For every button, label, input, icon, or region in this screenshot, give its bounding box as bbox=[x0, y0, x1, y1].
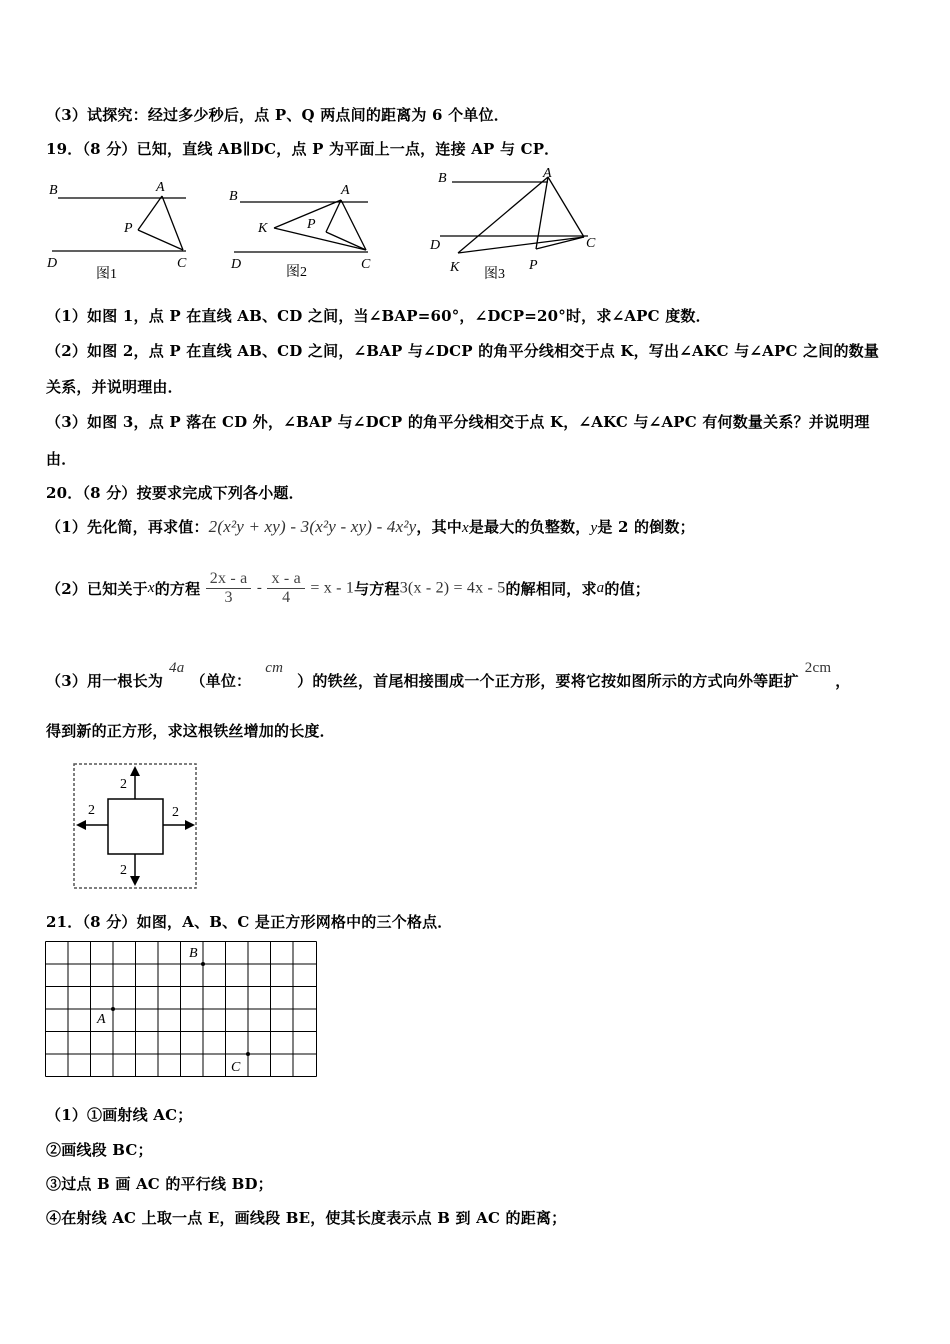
q21-grid bbox=[44, 940, 320, 1080]
q20-p3-distance: 2cm bbox=[804, 660, 832, 676]
q20-part3-line1 bbox=[46, 660, 851, 691]
grid-point-B bbox=[201, 962, 205, 966]
q20-p2-mid2: 与方程 bbox=[354, 580, 400, 598]
square-label-bottom: 2 bbox=[120, 863, 127, 878]
q20-p3-prefix: （3）用一根长为 bbox=[46, 672, 164, 690]
q21-step2: ②画线段 BC； bbox=[46, 1141, 153, 1159]
grid-point-C bbox=[246, 1052, 250, 1056]
fig1-label-C: C bbox=[177, 256, 187, 271]
q20-p2-equation-2: 3(x - 2) = 4x - 5 bbox=[399, 579, 506, 597]
q19-figure-3 bbox=[426, 165, 616, 285]
fig2-label-D: D bbox=[231, 257, 242, 272]
fig1-label-B: B bbox=[49, 183, 58, 198]
q20-p2-suffix: 的值； bbox=[604, 580, 650, 598]
q20-p2-prefix: （2）已知关于 bbox=[46, 580, 148, 598]
q19-part3-line1: （3）如图 3，点 P 落在 CD 外，∠BAP 与∠DCP 的角平分线相交于点 K，∠AKC 与∠APC 有何数量关系？并说明理 bbox=[46, 413, 870, 431]
q20-p2-var-x: x bbox=[147, 580, 155, 596]
q20-part1 bbox=[46, 516, 695, 537]
q20-p2-mid3: 的解相同，求 bbox=[505, 580, 597, 598]
q21-header: 21．（8 分）如图，A、B、C 是正方形网格中的三个格点． bbox=[46, 913, 453, 931]
fig1-label-A: A bbox=[156, 180, 165, 195]
fig3-label-P: P bbox=[529, 258, 538, 273]
q19-figure-2 bbox=[226, 172, 386, 282]
fig2-label-B: B bbox=[229, 189, 238, 204]
q20-p2-rhs: = x - 1 bbox=[310, 579, 355, 597]
fig3-caption: 图3 bbox=[484, 267, 505, 282]
fig3-label-K: K bbox=[450, 260, 460, 275]
q20-p2-mid: 的方程 bbox=[154, 580, 201, 598]
q21-step1: （1）①画射线 AC； bbox=[46, 1106, 193, 1124]
q20-p1-prefix: （1）先化简，再求值： bbox=[46, 518, 209, 536]
square-label-top: 2 bbox=[120, 777, 127, 792]
fig3-label-A: A bbox=[543, 166, 552, 181]
grid-point-A bbox=[111, 1007, 115, 1011]
fig2-label-C: C bbox=[361, 257, 371, 272]
q20-p3-unit-post: ）的铁丝，首尾相接围成一个正方形，要将它按如图所示的方式向外等距扩 bbox=[297, 672, 799, 690]
q21-step4: ④在射线 AC 上取一点 E，画线段 BE，使其长度表示点 B 到 AC 的距离； bbox=[46, 1209, 567, 1227]
q20-header: 20．（8 分）按要求完成下列各小题． bbox=[46, 484, 304, 502]
fig1-label-D: D bbox=[47, 256, 58, 271]
q20-p1-expression: 2(x²y + xy) - 3(x²y - xy) - 4x²y bbox=[208, 517, 417, 536]
q21-step3: ③过点 B 画 AC 的平行线 BD； bbox=[46, 1175, 273, 1193]
q20-p2-var-a: a bbox=[596, 580, 605, 596]
grid-label-B: B bbox=[189, 946, 198, 961]
q20-part2 bbox=[46, 570, 650, 607]
square-label-left: 2 bbox=[88, 803, 95, 818]
q20-p1-mid1: ，其中 bbox=[416, 518, 462, 536]
fig2-caption: 图2 bbox=[286, 265, 307, 280]
q19-part1: （1）如图 1，点 P 在直线 AB、CD 之间，当∠BAP=60°，∠DCP=20°时，求∠APC 度数． bbox=[46, 307, 711, 325]
q20-p1-var-x: x bbox=[462, 520, 469, 536]
q20-p3-unit-pre: （单位： bbox=[190, 672, 252, 690]
square-label-right: 2 bbox=[172, 805, 179, 820]
q20-p3-comma: ， bbox=[835, 672, 851, 690]
fig2-label-K: K bbox=[258, 221, 268, 236]
q19-header: 19．（8 分）已知，直线 AB∥DC，点 P 为平面上一点，连接 AP 与 CP． bbox=[46, 140, 560, 158]
q19-part2-line1: （2）如图 2，点 P 在直线 AB、CD 之间，∠BAP 与∠DCP 的角平分线相交于点 K，写出∠AKC 与∠APC 之间的数量 bbox=[46, 342, 880, 360]
q20-p1-var-y: y bbox=[590, 520, 598, 536]
fig2-label-P: P bbox=[307, 217, 316, 232]
q20-p1-mid2: 是最大的负整数， bbox=[468, 518, 591, 536]
q19-part2-line2: 关系，并说明理由． bbox=[46, 378, 183, 396]
q20-part3-line2: 得到新的正方形，求这根铁丝增加的长度． bbox=[46, 722, 335, 740]
fig3-label-B: B bbox=[438, 171, 447, 186]
q19-figure-1 bbox=[44, 172, 204, 282]
q20-p3-length: 4a bbox=[169, 660, 185, 676]
fig3-label-D: D bbox=[430, 238, 441, 253]
q20-p2-fraction-1: $\frac{2x - a}{3}$ bbox=[206, 570, 252, 607]
grid-label-A: A bbox=[97, 1012, 106, 1027]
q20-p1-suffix: 是 2 的倒数； bbox=[597, 518, 695, 536]
q19-part3-line2: 由． bbox=[46, 450, 77, 468]
grid-label-C: C bbox=[231, 1060, 241, 1075]
fig2-label-A: A bbox=[341, 183, 350, 198]
q20-p2-fraction-2: $\frac{x - a}{4}$ bbox=[267, 570, 304, 607]
fig3-label-C: C bbox=[586, 236, 596, 251]
q20-square-figure bbox=[72, 762, 200, 890]
q18-part3: （3）试探究：经过多少秒后，点 P、Q 两点间的距离为 6 个单位． bbox=[46, 106, 509, 124]
q20-p2-minus: - bbox=[256, 580, 263, 596]
q20-p3-unit: cm bbox=[265, 660, 284, 676]
fig1-caption: 图1 bbox=[96, 267, 117, 282]
fig1-label-P: P bbox=[124, 221, 133, 236]
